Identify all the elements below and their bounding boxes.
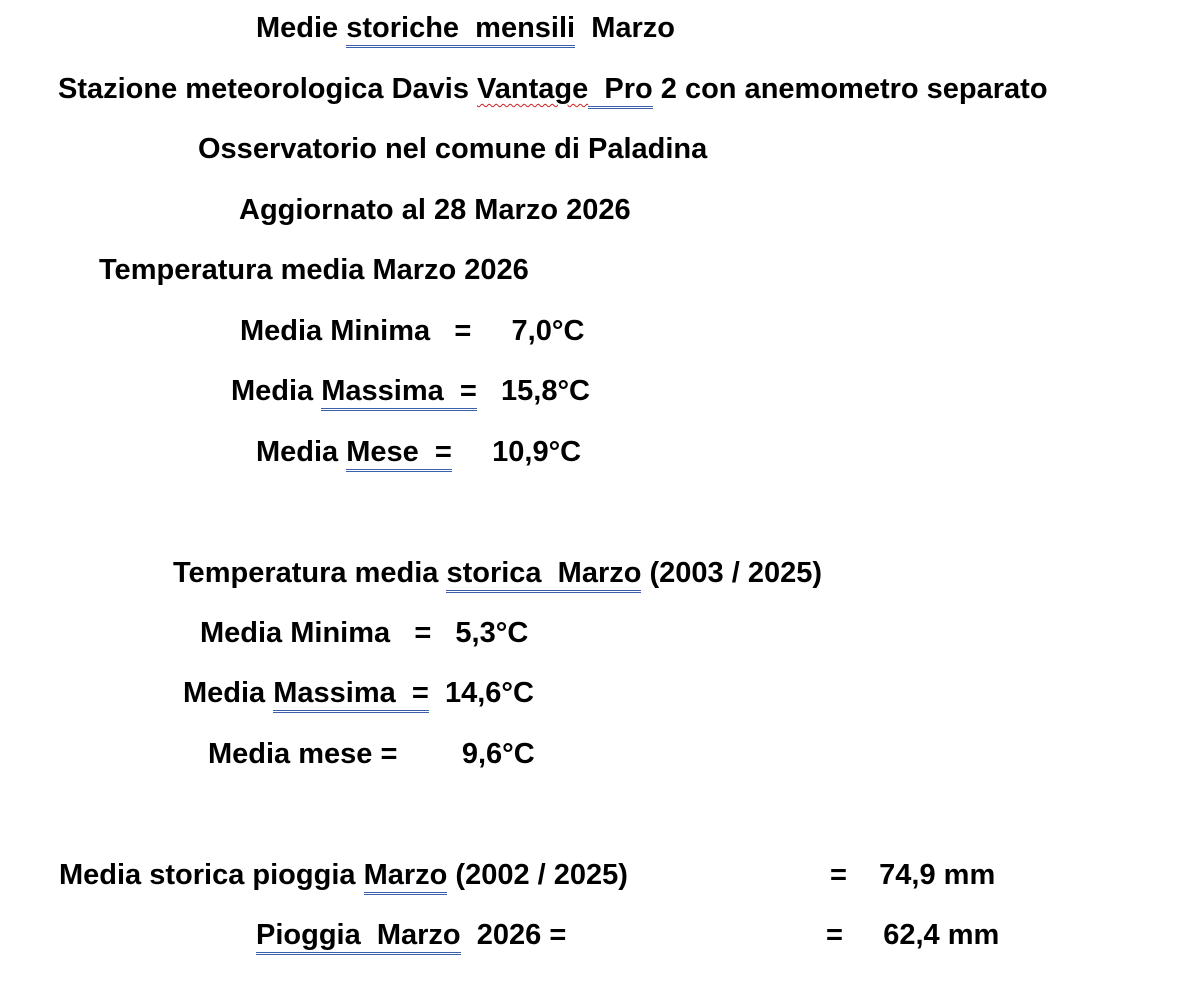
historic-heading-underlined: storica Marzo: [446, 557, 641, 593]
station-suffix: 2 con anemometro separato: [652, 73, 1048, 105]
current-max: [231, 373, 590, 409]
current-max-underlined: Massima =: [321, 375, 477, 411]
station-line: [58, 71, 1048, 107]
historic-max: [183, 675, 534, 711]
station-prefix: Stazione meteorologica Davis: [58, 73, 478, 105]
observatory-line: Osservatorio nel comune di Paladina: [198, 133, 708, 165]
rain-historic-prefix: Media storica pioggia: [59, 859, 364, 891]
historic-heading: [173, 555, 822, 591]
historic-max-prefix: Media: [183, 677, 274, 709]
historic-month: Media mese = 9,6°C: [208, 738, 535, 770]
historic-heading-suffix: (2003 / 2025): [641, 557, 823, 589]
title-suffix: Marzo: [575, 12, 676, 44]
historic-heading-prefix: Temperatura media: [173, 557, 447, 589]
station-underlined: Pro: [588, 73, 652, 109]
page-title: [256, 10, 675, 46]
title-prefix: Medie: [256, 12, 347, 44]
rain-historic-underlined: Marzo: [364, 859, 448, 895]
current-month: [256, 434, 581, 470]
historic-max-underlined: Massima =: [273, 677, 429, 713]
rain-current-suffix: 2026 =: [460, 919, 567, 951]
rain-historic-suffix: (2002 / 2025): [447, 859, 628, 891]
current-min: Media Minima = 7,0°C: [240, 315, 585, 347]
station-spellcheck: Vantage: [477, 73, 589, 105]
current-month-underlined: Mese =: [346, 436, 452, 472]
current-max-prefix: Media: [231, 375, 322, 407]
current-month-prefix: Media: [256, 436, 347, 468]
rain-current-value: = 62,4 mm: [826, 919, 1000, 951]
rain-current-underlined: Pioggia Marzo: [256, 919, 461, 955]
current-month-value: 10,9°C: [451, 436, 582, 468]
rain-historic: [59, 857, 628, 893]
historic-min: Media Minima = 5,3°C: [200, 617, 529, 649]
current-heading: Temperatura media Marzo 2026: [99, 254, 529, 286]
rain-historic-value: = 74,9 mm: [830, 859, 996, 891]
updated-line: Aggiornato al 28 Marzo 2026: [239, 194, 631, 226]
title-underlined: storiche mensili: [346, 12, 575, 48]
current-max-value: 15,8°C: [476, 375, 590, 407]
historic-max-value: 14,6°C: [428, 677, 534, 709]
rain-current: [256, 917, 566, 953]
